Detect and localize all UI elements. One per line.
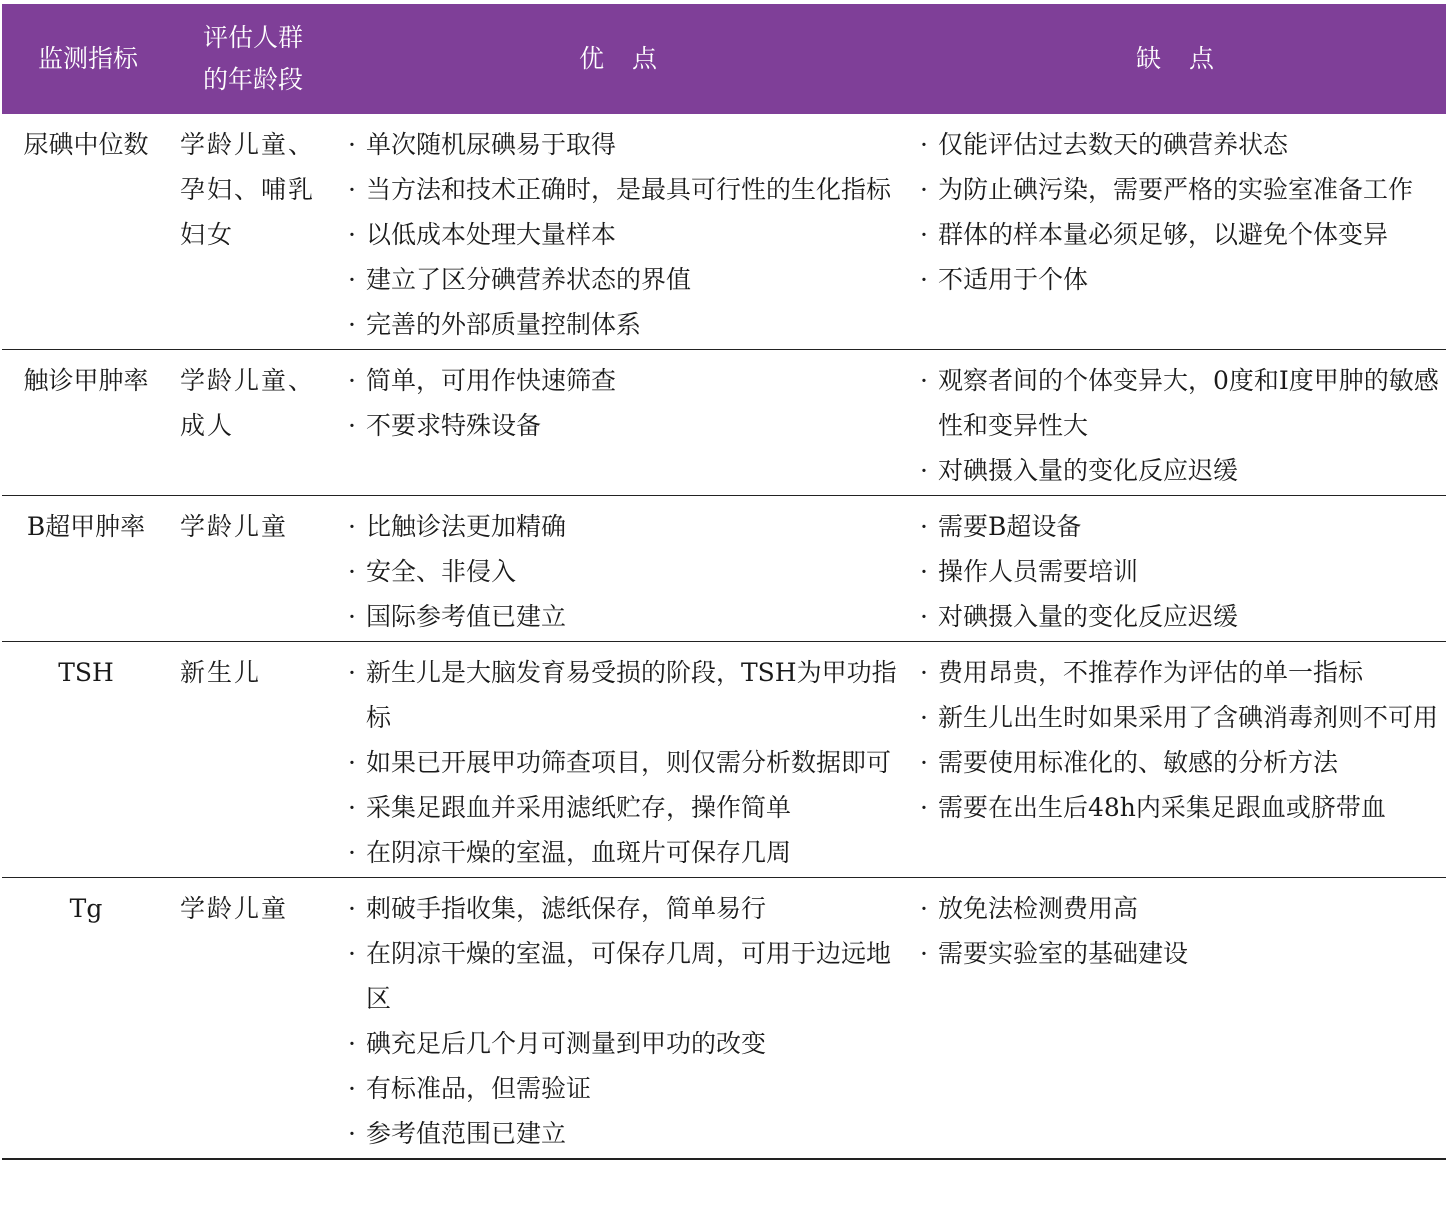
bullet-dot: · [348,265,356,294]
bullet-dot: · [920,793,928,822]
indicator-cell: 尿碘中位数 [23,130,149,159]
table-row [2,350,1446,496]
pro-item [338,302,898,347]
pro-item-text: 碘充足后几个月可测量到甲功的改变 [366,1029,767,1058]
age-group-cell: 新生儿 [180,658,262,687]
pro-item [338,785,898,830]
cons-list [910,886,1444,976]
pro-item [338,886,898,931]
age-group-cell: 学龄儿童、孕妇、哺乳妇女 [180,130,316,249]
bullet-dot: · [920,220,928,249]
con-item [910,504,1444,549]
pro-item [338,1021,898,1066]
con-item [910,931,1444,976]
pro-item [338,403,898,448]
pros-cell [332,878,904,1160]
bullet-dot: · [348,1119,356,1148]
con-item-text: 不适用于个体 [938,265,1089,294]
table-row [2,496,1446,642]
table-body [2,114,1446,1159]
indicator-cell: B超甲肿率 [26,512,146,541]
con-item-text: 需要实验室的基础建设 [938,939,1189,968]
cons-list [910,504,1444,639]
bullet-dot: · [920,703,928,732]
bullet-dot: · [920,894,928,923]
bullet-dot: · [920,130,928,159]
bullet-dot: · [348,793,356,822]
header-age-group-line1: 评估人群 [202,23,303,52]
pro-item [338,594,898,639]
pro-item-text: 在阴凉干燥的室温，血斑片可保存几周 [366,838,792,867]
con-item [910,257,1444,302]
pro-item [338,1066,898,1111]
bullet-dot: · [348,1029,356,1058]
pro-item [338,1111,898,1156]
con-item-text: 为防止碘污染，需要严格的实验室准备工作 [938,175,1414,204]
bullet-dot: · [920,748,928,777]
con-item-text: 观察者间的个体变异大，0度和Ⅰ度甲肿的敏感性和变异性大 [938,366,1439,440]
pro-item [338,257,898,302]
con-item-text: 群体的样本量必须足够，以避免个体变异 [938,220,1389,249]
pro-item [338,650,898,740]
pros-list [338,650,898,875]
bullet-dot: · [348,658,356,687]
bullet-dot: · [348,1074,356,1103]
pro-item [338,549,898,594]
bullet-dot: · [920,602,928,631]
table-row [2,642,1446,878]
pro-item [338,830,898,875]
pro-item-text: 比触诊法更加精确 [366,512,567,541]
con-item [910,358,1444,448]
pro-item-text: 参考值范围已建立 [366,1119,567,1148]
con-item [910,122,1444,167]
pro-item [338,358,898,403]
con-item [910,740,1444,785]
bullet-dot: · [920,456,928,485]
bullet-dot: · [920,175,928,204]
con-item-text: 需要B超设备 [938,512,1082,541]
age-group-cell: 学龄儿童 [180,894,289,923]
header-cons: 缺点 [1135,44,1242,73]
header-indicator: 监测指标 [37,44,138,73]
pros-list [338,122,898,347]
bullet-dot: · [920,265,928,294]
table-header [2,4,1446,114]
pros-list [338,504,898,639]
pro-item-text: 如果已开展甲功筛查项目，则仅需分析数据即可 [366,748,892,777]
pro-item-text: 简单，可用作快速筛查 [366,366,617,395]
pros-list [338,358,898,448]
pro-item-text: 刺破手指收集，滤纸保存，简单易行 [366,894,767,923]
cons-cell [904,642,1446,878]
bullet-dot: · [348,557,356,586]
iodine-indicator-table [2,4,1446,1160]
pros-cell [332,642,904,878]
cons-cell [904,350,1446,496]
indicator-cell: Tg [69,894,103,923]
bullet-dot: · [348,748,356,777]
pro-item-text: 安全、非侵入 [366,557,517,586]
bullet-dot: · [348,838,356,867]
pro-item [338,212,898,257]
cons-list [910,358,1444,493]
pro-item-text: 新生儿是大脑发育易受损的阶段，TSH为甲功指标 [366,658,897,732]
bullet-dot: · [920,658,928,687]
pro-item-text: 完善的外部质量控制体系 [366,310,642,339]
indicator-cell: 触诊甲肿率 [23,366,149,395]
pros-list [338,886,898,1156]
con-item [910,212,1444,257]
indicator-cell: TSH [58,658,114,687]
bullet-dot: · [348,220,356,249]
pro-item [338,931,898,1021]
bullet-dot: · [348,175,356,204]
con-item-text: 对碘摄入量的变化反应迟缓 [938,456,1239,485]
con-item [910,785,1444,830]
con-item [910,886,1444,931]
pro-item-text: 以低成本处理大量样本 [366,220,617,249]
cons-cell [904,496,1446,642]
pros-cell [332,114,904,350]
pros-cell [332,496,904,642]
age-group-cell: 学龄儿童、成人 [180,366,316,440]
bullet-dot: · [348,411,356,440]
bullet-dot: · [348,512,356,541]
cons-cell [904,878,1446,1160]
pro-item-text: 当方法和技术正确时，是最具可行性的生化指标 [366,175,892,204]
con-item-text: 对碘摄入量的变化反应迟缓 [938,602,1239,631]
pro-item [338,504,898,549]
pro-item-text: 不要求特殊设备 [366,411,542,440]
con-item-text: 需要在出生后48h内采集足跟血或脐带血 [938,793,1386,822]
cons-list [910,650,1444,830]
bullet-dot: · [920,939,928,968]
bullet-dot: · [348,310,356,339]
pro-item-text: 建立了区分碘营养状态的界值 [366,265,692,294]
pros-cell [332,350,904,496]
bullet-dot: · [348,130,356,159]
bullet-dot: · [348,602,356,631]
age-group-cell: 学龄儿童 [180,512,289,541]
con-item [910,594,1444,639]
pro-item [338,167,898,212]
bullet-dot: · [920,366,928,395]
pro-item-text: 国际参考值已建立 [366,602,567,631]
pro-item-text: 采集足跟血并采用滤纸贮存，操作简单 [366,793,792,822]
con-item [910,650,1444,695]
con-item-text: 放免法检测费用高 [938,894,1139,923]
con-item [910,448,1444,493]
con-item [910,695,1444,740]
pro-item-text: 在阴凉干燥的室温，可保存几周，可用于边远地区 [366,939,892,1013]
bullet-dot: · [348,939,356,968]
con-item-text: 操作人员需要培训 [938,557,1139,586]
con-item-text: 仅能评估过去数天的碘营养状态 [938,130,1289,159]
con-item [910,549,1444,594]
header-age-group-line2: 的年龄段 [202,65,303,94]
con-item-text: 需要使用标准化的、敏感的分析方法 [938,748,1339,777]
pro-item [338,740,898,785]
header-age-group [174,4,332,114]
bullet-dot: · [920,557,928,586]
pro-item-text: 单次随机尿碘易于取得 [366,130,617,159]
header-pros: 优点 [578,44,685,73]
cons-cell [904,114,1446,350]
table-row [2,114,1446,350]
bullet-dot: · [348,366,356,395]
cons-list [910,122,1444,302]
con-item-text: 新生儿出生时如果采用了含碘消毒剂则不可用 [938,703,1439,732]
table-row [2,878,1446,1160]
pro-item-text: 有标准品，但需验证 [366,1074,592,1103]
con-item [910,167,1444,212]
bullet-dot: · [920,512,928,541]
bullet-dot: · [348,894,356,923]
header-row [2,4,1446,114]
con-item-text: 费用昂贵，不推荐作为评估的单一指标 [938,658,1364,687]
pro-item [338,122,898,167]
